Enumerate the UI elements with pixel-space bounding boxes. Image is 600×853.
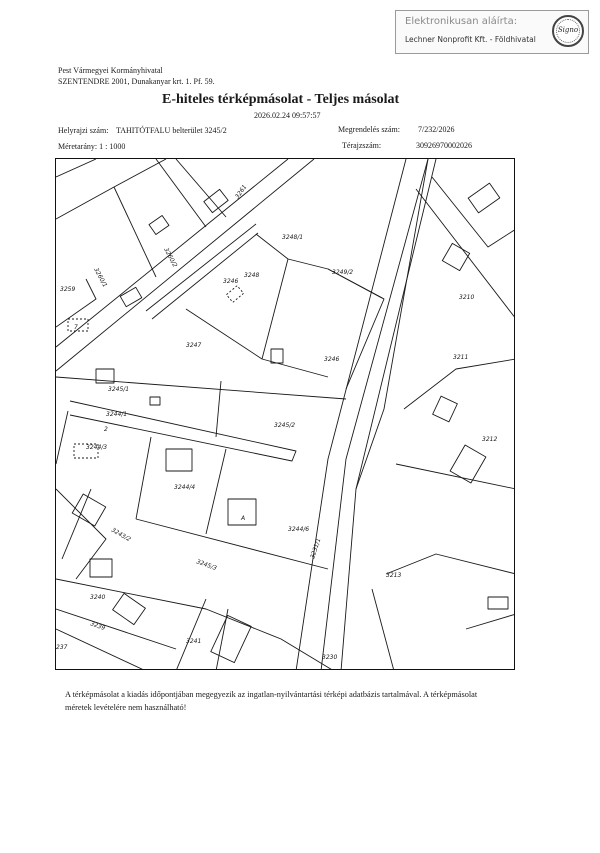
parcel-boundary (114, 187, 156, 277)
parcel-label: 3248 (244, 272, 260, 279)
parcel-label: 3245/3 (195, 558, 218, 573)
building (166, 449, 192, 471)
issue-datetime: 2026.02.24 09:57:57 (254, 111, 321, 120)
parcel-boundary (432, 177, 515, 247)
signature-signer: Lechner Nonprofit Kft. - Földhivatal (405, 35, 536, 44)
parcel-label: 3246 (223, 278, 239, 285)
parcel-boundary (56, 411, 68, 464)
signature-seal (552, 15, 584, 47)
parcel-label: 3260/2 (162, 246, 179, 269)
parcel-label: A (241, 515, 246, 522)
building (120, 287, 142, 306)
parcel-boundary (56, 159, 96, 177)
building (468, 183, 500, 213)
scale-label: Méretarány: 1 : 1000 (58, 142, 126, 151)
parcel-label: 3248/1 (282, 234, 304, 241)
parcel-label: 7 (74, 324, 78, 331)
parcel-boundary (56, 159, 166, 219)
parcel-label: 3239 (89, 620, 107, 633)
parcel-label: 3213 (386, 572, 402, 579)
parcel-boundary (56, 629, 146, 670)
building (150, 397, 160, 405)
parcel-boundary (56, 609, 176, 649)
order-value: 7/232/2026 (418, 125, 455, 134)
parcel-label: 3245/1 (108, 386, 130, 393)
building (442, 243, 469, 270)
parcel-boundary (256, 234, 384, 299)
order-label: Megrendelés szám: (338, 125, 400, 134)
parcel-label: 3261 (233, 183, 249, 201)
building (204, 189, 228, 212)
parcel-label: Helyrajzi szám: (58, 126, 109, 135)
parcel-label: 3260/1 (92, 266, 109, 289)
seal-text: Signo (557, 26, 579, 34)
parcel-boundary (328, 269, 384, 389)
building (149, 215, 169, 234)
parcel-label: 3244/6 (288, 526, 310, 533)
sheet-value: 30926970002026 (416, 141, 472, 150)
sheet-label: Térajzszám: (342, 141, 382, 150)
parcel-boundary (372, 589, 394, 670)
building (90, 559, 112, 577)
building (113, 593, 146, 624)
parcel-label: 3246 (324, 356, 340, 363)
parcel-boundary (186, 309, 328, 377)
building (450, 445, 486, 483)
parcel-boundary (466, 614, 515, 629)
parcel-boundary (386, 554, 515, 574)
building (271, 349, 283, 363)
parcel-label: 3211 (453, 354, 469, 361)
parcel-label: 2 (104, 426, 108, 433)
parcel-label: 237 (56, 644, 68, 651)
building (433, 396, 458, 422)
disclaimer: A térképmásolat a kiadás időpontjában megegyezik az ingatlan-nyilvántartási térképi adatbázis tartalmával. A térképmásolat méretek levételére nem használható! (65, 690, 478, 712)
parcel-boundary (176, 599, 206, 670)
parcel-label: 3245/2 (274, 422, 296, 429)
parcel-boundary (356, 159, 428, 489)
road-line (296, 159, 406, 670)
parcel-label: 3247 (186, 342, 202, 349)
road-line (56, 159, 314, 371)
signature-box (395, 10, 589, 54)
parcel-label: 3231/1 (309, 537, 323, 560)
page-title: E-hiteles térképmásolat - Teljes másolat (162, 92, 400, 107)
parcel-boundary (262, 259, 288, 359)
office-address: SZENTENDRE 2001, Dunakanyar krt. 1. Pf. 59. (58, 77, 215, 86)
parcel-label: 3249/2 (332, 269, 354, 276)
parcel-label: 3243/2 (110, 526, 132, 544)
building (488, 597, 508, 609)
parcel-boundary (206, 449, 226, 534)
road-line (146, 224, 256, 311)
parcel-label: 3212 (482, 436, 498, 443)
parcel-label: 3244/4 (174, 484, 196, 491)
office-name: Pest Vármegyei Kormányhivatal (58, 66, 163, 75)
road-line (341, 159, 436, 670)
parcel-boundary (136, 437, 151, 519)
signature-title: Elektronikusan aláírta: (405, 16, 518, 27)
parcel-label: 3259 (60, 286, 76, 293)
parcel-label: 3240 (90, 594, 106, 601)
building (211, 615, 251, 662)
cadastral-map (55, 158, 515, 670)
parcel-boundary (56, 377, 346, 399)
parcel-label: 3230 (322, 654, 338, 661)
parcel-label: 3244/3 (86, 444, 108, 451)
parcel-value: TAHITÓTFALU belterület 3245/2 (116, 126, 227, 135)
parcel-label: 3210 (459, 294, 475, 301)
parcel-label: 3241 (186, 638, 202, 645)
parcel-label: 3244/1 (106, 411, 128, 418)
map-drawing (56, 159, 515, 670)
parcel-boundary (404, 359, 515, 409)
parcel-boundary (396, 464, 515, 489)
building (226, 286, 243, 303)
